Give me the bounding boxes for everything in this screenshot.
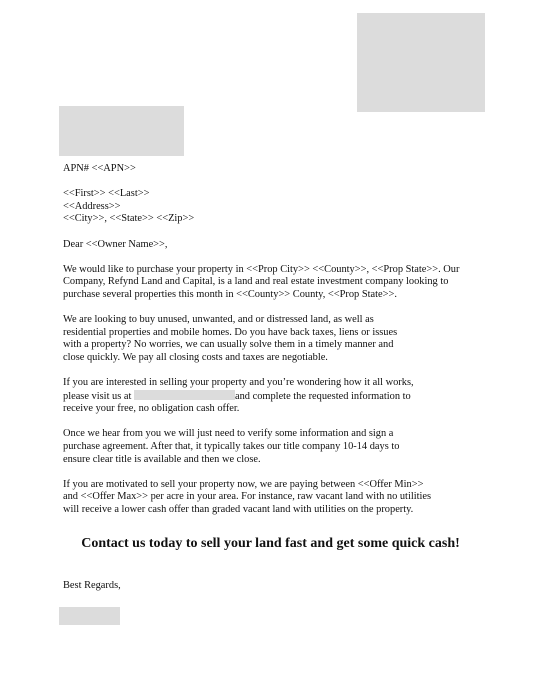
paragraph-line: If you are interested in selling your property and you’re wondering how it all works, [63,377,414,389]
paragraph-line: close quickly. We pay all closing costs and taxes are negotiable. [63,351,328,363]
paragraph-line: residential properties and mobile homes. Do you have back taxes, liens or issues [63,326,398,338]
paragraph-line: purchase several properties this month in <<County>> County, <<Prop State>>. [63,288,397,300]
redacted-signature-block [59,607,120,625]
salutation-text: Dear <<Owner Name>>, [63,238,168,250]
call-to-action-heading: Contact us today to sell your land fast and get some quick cash! [81,536,460,551]
recipient-street: <<Address>> [63,200,121,212]
paragraph-line: Once we hear from you we will just need to verify some information and sign a [63,428,394,440]
redacted-logo-block [357,13,485,112]
paragraph-line: We are looking to buy unused, unwanted, and or distressed land, as well as [63,314,374,326]
paragraph-process [63,428,483,466]
visit-text: please visit us at [63,390,134,402]
letter-body [63,163,483,529]
paragraph-line: We would like to purchase your property in <<Prop City>> <<County>>, <<Prop State>>. Our [63,263,460,275]
paragraph-offer [63,479,483,517]
apn-line [63,163,483,176]
apn-text: APN# <<APN>> [63,163,136,174]
paragraph-line: will receive a lower cash offer than graded vacant land with utilities on the property. [63,504,414,516]
paragraph-intro [63,264,483,302]
paragraph-line: ensure clear title is available and then we close. [63,453,261,465]
redacted-return-address-block [59,106,184,156]
paragraph-line-with-link [63,390,483,404]
recipient-name: <<First>> <<Last>> [63,188,150,200]
paragraph-line: with a property? No worries, we can usually solve them in a timely manner and [63,339,394,351]
recipient-address [63,188,483,226]
paragraph-line: purchase agreement. After that, it typically takes our title company 10-14 days to [63,441,400,453]
paragraph-line: If you are motivated to sell your property now, we are paying between <<Offer Min>> [63,478,424,490]
paragraph-line: receive your free, no obligation cash offer. [63,403,240,415]
paragraph-how-it-works [63,377,483,416]
closing-text: Best Regards, [63,580,121,591]
paragraph-line: and <<Offer Max>> per acre in your area. For instance, raw vacant land with no utilities [63,491,432,503]
complete-text: and complete the requested information to [235,390,411,402]
redacted-website-link [134,390,235,400]
salutation [63,239,483,252]
paragraph-what-we-buy [63,314,483,364]
recipient-city-state-zip: <<City>>, <<State>> <<Zip>> [63,213,195,225]
paragraph-line: Company, Refynd Land and Capital, is a land and real estate investment company looking to [63,276,449,288]
